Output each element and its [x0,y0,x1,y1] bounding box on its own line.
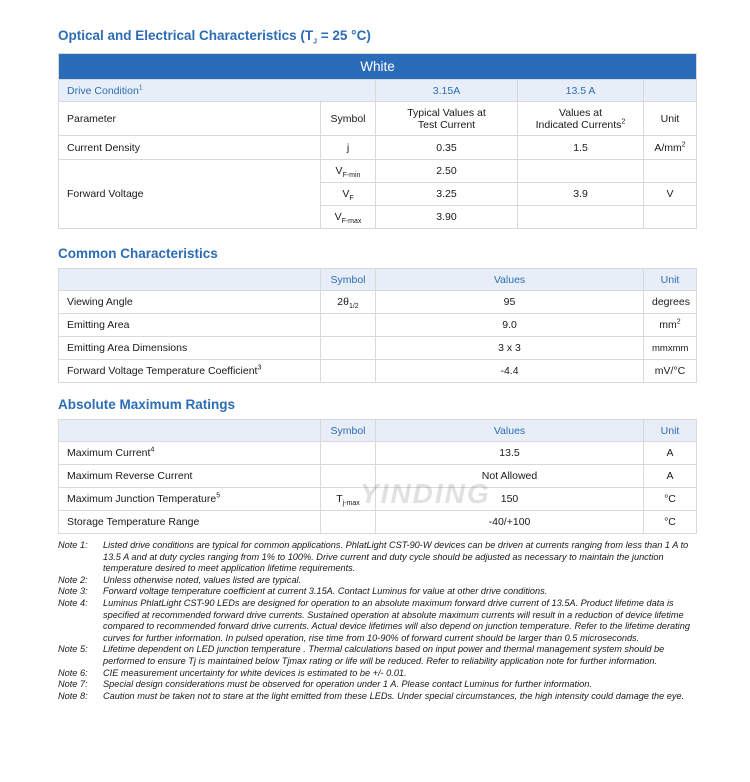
current-density-param: Current Density [59,136,321,160]
notes [58,540,698,702]
fv-temp-coeff-param: Forward Voltage Temperature Coefficient$^3$ [59,360,321,383]
note-7: Note 7: Special design considerations must be observed for operation under 1 A. Please contact Luminus for further information. [58,679,592,690]
fv-temp-coeff-unit: mV/°C [644,360,697,383]
table-row [59,360,697,383]
header-symbol: Symbol [321,102,376,136]
header-indicated: Values at Indicated Currents$^2$ [518,102,644,136]
optical-section-title: Optical and Electrical Characteristics ($T_J = 25$ °C) [58,28,371,46]
note-1: Note 1: Listed drive conditions are typical for common applications. PhlatLight CST-90-W devices can be driven at currents ranging from less than 1 A to 13.5 A and at duty cycles ranging from 1% to 100%. Drive current and duty cycle should be adjusted as necessary to maintain the junction temperature desired to meet application lifetime requirements. [58,540,689,574]
current-density-b: 1.5 [518,136,644,160]
header-unit: Unit [644,102,697,136]
max-current-unit: A [644,442,697,465]
absolute-header-row [59,420,697,442]
common-header-row [59,269,697,291]
table-row [59,160,697,183]
header-parameter: Parameter [59,102,321,136]
vf-b: 3.9 [518,183,644,206]
header-typical: Typical Values at Test Current [376,102,518,136]
table-row [59,442,697,465]
viewing-angle-unit: degrees [644,291,697,314]
viewing-angle-param: Viewing Angle [59,291,321,314]
max-current-param: Maximum Current$^4$ [59,442,321,465]
common-section-title: Common Characteristics [58,246,218,261]
emitting-area-value: 9.0 [376,314,644,337]
storage-temp-param: Storage Temperature Range [59,511,321,534]
table-row [59,314,697,337]
current-density-symbol: j [321,136,376,160]
max-junction-temp-param: Maximum Junction Temperature$^5$ [59,488,321,511]
emitting-dimensions-param: Emitting Area Dimensions [59,337,321,360]
max-junction-temp-unit: °C [644,488,697,511]
drive-13-5a: 13.5 A [518,80,644,102]
note-6: Note 6: CIE measurement uncertainty for white devices is estimated to be +/- 0.01. [58,667,407,678]
vf-a: 3.25 [376,183,518,206]
common-header-unit: Unit [644,269,697,291]
emitting-dimensions-value: 3 x 3 [376,337,644,360]
watermark: YINDING [360,478,491,509]
vf-max-symbol: $V_{F-max}$ [321,206,376,229]
optical-header-row [59,102,697,136]
max-reverse-current-unit: A [644,465,697,488]
max-reverse-current-param: Maximum Reverse Current [59,465,321,488]
emitting-area-unit: $mm^2$ [644,314,697,337]
vf-min-b [518,160,644,183]
storage-temp-value: -40/+100 [376,511,644,534]
note-8: Note 8: Caution must be taken not to stare at the light emitted from these LEDs. Under special circumstances, the high intensity could damage the eye. [58,690,685,701]
table-row [59,291,697,314]
fv-temp-coeff-value: -4.4 [376,360,644,383]
storage-temp-unit: °C [644,511,697,534]
current-density-a: 0.35 [376,136,518,160]
max-junction-temp-symbol: $T_{j-max}$ [321,488,376,511]
common-header-symbol: Symbol [321,269,376,291]
max-reverse-current-value: Not Allowed [376,465,644,488]
drive-condition-label: Drive Condition$^1$ [59,80,376,102]
viewing-angle-symbol: $2\theta_{1/2}$ [321,291,376,314]
emitting-dimensions-unit: mmxmm [644,337,697,360]
note-3: Note 3: Forward voltage temperature coefficient at current 3.15A. Contact Luminus for value at other drive conditions. [58,586,548,597]
common-table [58,268,697,383]
note-5: Note 5: Lifetime dependent on LED junction temperature . Thermal calculations based on input power and thermal management system should be performed to ensure Tj is maintained below Tjmax rating or life will be reduced. Refer to reliability application note for further information. [58,644,665,666]
max-current-value: 13.5 [376,442,644,465]
absolute-header-values: Values [376,420,644,442]
emitting-area-param: Emitting Area [59,314,321,337]
current-density-unit: $A/mm^2$ [644,136,697,160]
drive-3-15a: 3.15A [376,80,518,102]
absolute-section-title: Absolute Maximum Ratings [58,397,236,412]
vf-max-a: 3.90 [376,206,518,229]
vf-max-b [518,206,644,229]
note-2: Note 2: Unless otherwise noted, values listed are typical. [58,574,302,585]
white-band [59,54,697,80]
note-4: Note 4: Luminus PhlatLight CST-90 LEDs are designed for operation to an absolute maximum forward drive current of 13.5A. Product lifetime data is specified at recommended forward drive currents. Sustained operation at absolute maximum currents will result in a reduction of device lifetime compared to recommended forward drive currents. Actual device lifetimes will also depend on junction temperature. Refer to the lifetime derating curves for further information. In pulsed operation, rise time from 10-90% of forward current should be larger than 0.5 microseconds. [58,597,690,643]
table-row [59,337,697,360]
optical-table [58,53,697,229]
white-band-label: White [59,54,697,80]
table-row [59,136,697,160]
vf-min-symbol: $V_{F-min}$ [321,160,376,183]
drive-condition-row [59,80,697,102]
vf-symbol: $V_F$ [321,183,376,206]
common-header-values: Values [376,269,644,291]
absolute-header-unit: Unit [644,420,697,442]
vf-min-a: 2.50 [376,160,518,183]
viewing-angle-value: 95 [376,291,644,314]
vf-unit: V [644,183,697,206]
absolute-header-symbol: Symbol [321,420,376,442]
max-junction-temp-value: 150 [376,488,644,511]
forward-voltage-param: Forward Voltage [59,160,321,229]
table-row [59,511,697,534]
absolute-table [58,419,697,534]
